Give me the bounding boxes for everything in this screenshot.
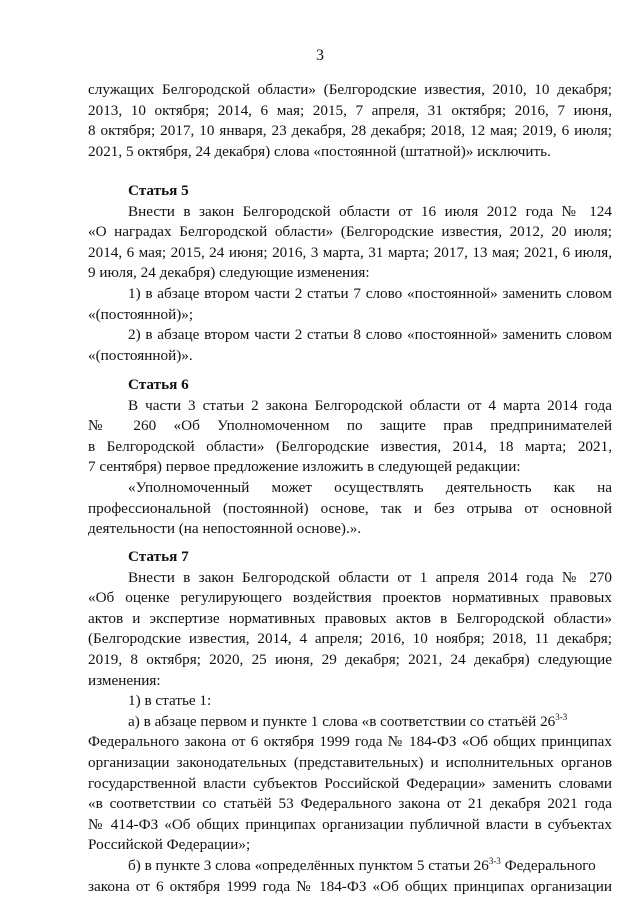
text-line: 2021, 5 октября, 24 декабря) слова «постоянной (штатной)» исключить.	[88, 142, 551, 160]
text-line: служащих Белгородской области» (Белгородские известия, 2010, 10 декабря;	[88, 81, 612, 98]
text-line: (Белгородские известия, 2014, 4 апреля; 2016, 10 ноября; 2018, 11 декабря;	[88, 630, 612, 648]
intro-paragraph	[88, 80, 612, 162]
text-segment: а) в абзаце первом и пункте 1 слова «в соответствии со статьёй 26	[128, 712, 556, 730]
article-7	[88, 547, 612, 897]
text-line: 9 июля, 24 декабря) следующие изменения:	[88, 264, 370, 282]
text-line: «(постоянной)»;	[88, 305, 194, 323]
text-line: 7 сентября) первое предложение изложить в следующей редакции:	[88, 458, 521, 476]
text-line: 8 октября; 2017, 10 января, 23 декабря, 28 декабря; 2018, 12 мая; 2019, 6 июля;	[88, 122, 612, 140]
text-line: изменения:	[88, 671, 161, 689]
text-line: в Белгородской области» (Белгородские известия, 2014, 18 марта; 2021,	[88, 437, 612, 455]
text-line: закона от 6 октября 1999 года № 184-ФЗ «Об общих принципах организации	[88, 877, 612, 895]
superscript: 3-3	[555, 711, 568, 722]
article-5	[88, 181, 612, 366]
text-line: Федерального закона от 6 октября 1999 года № 184-ФЗ «Об общих принципах	[88, 733, 612, 751]
text-line: «в соответствии со статьёй 53 Федерального закона от 21 декабря 2021 года	[88, 795, 612, 813]
article-heading: Статья 5	[128, 182, 189, 199]
text-line: 2) в абзаце втором части 2 статьи 8 слово «постоянной» заменить словом	[128, 326, 612, 344]
text-line: 2013, 10 октября; 2014, 6 мая; 2015, 7 апреля, 31 октября; 2016, 7 июня,	[88, 101, 612, 119]
text-line	[88, 712, 612, 733]
text-line: В части 3 статьи 2 закона Белгородской области от 4 марта 2014 года	[128, 396, 612, 414]
article-heading: Статья 6	[128, 376, 189, 393]
page-number: 3	[316, 47, 324, 64]
text-line: профессиональной (постоянной) основе, так и без отрыва от основной	[88, 499, 612, 517]
text-segment: б) в пункте 3 слова «определённых пунктом 5 статьи 26	[128, 856, 489, 874]
text-line: № 260 «Об Уполномоченном по защите прав предпринимателей	[88, 417, 612, 435]
text-line: «(постоянной)».	[88, 346, 193, 364]
text-line: государственной власти субъектов Российской Федерации» заменить словами	[88, 774, 612, 792]
article-6	[88, 375, 612, 540]
text-line: 2014, 6 мая; 2015, 24 июня; 2016, 3 марта, 31 марта; 2017, 13 мая; 2021, 6 июля,	[88, 243, 612, 261]
text-line	[88, 856, 612, 877]
text-line: 1) в абзаце втором части 2 статьи 7 слово «постоянной» заменить словом	[128, 284, 612, 302]
text-line: 1) в статье 1:	[128, 692, 212, 710]
text-line: «Уполномоченный может осуществлять деятельность как на	[128, 478, 612, 496]
text-line: актов и экспертизе нормативных правовых актов в Белгородской области»	[88, 609, 612, 627]
text-line: «Об оценке регулирующего воздействия проектов нормативных правовых	[88, 589, 612, 607]
text-line: Внести в закон Белгородской области от 16 июля 2012 года № 124	[128, 202, 612, 220]
article-heading: Статья 7	[128, 548, 189, 565]
text-line: 2019, 8 октября; 2020, 25 июня, 29 декабря; 2021, 24 декабря) следующие	[88, 650, 612, 668]
text-line: «О наградах Белгородской области» (Белгородские известия, 2012, 20 июля;	[88, 223, 612, 241]
text-line: деятельности (на непостоянной основе).».	[88, 520, 362, 538]
text-line: организации законодательных (представительных) и исполнительных органов	[88, 753, 612, 771]
text-line: № 414-ФЗ «Об общих принципах организации публичной власти в субъектах	[88, 815, 612, 833]
text-segment: Федерального	[500, 856, 596, 874]
text-line: Российской Федерации»;	[88, 836, 251, 854]
text-line: Внести в закон Белгородской области от 1 апреля 2014 года № 270	[128, 568, 612, 586]
superscript: 3-3	[488, 855, 501, 866]
